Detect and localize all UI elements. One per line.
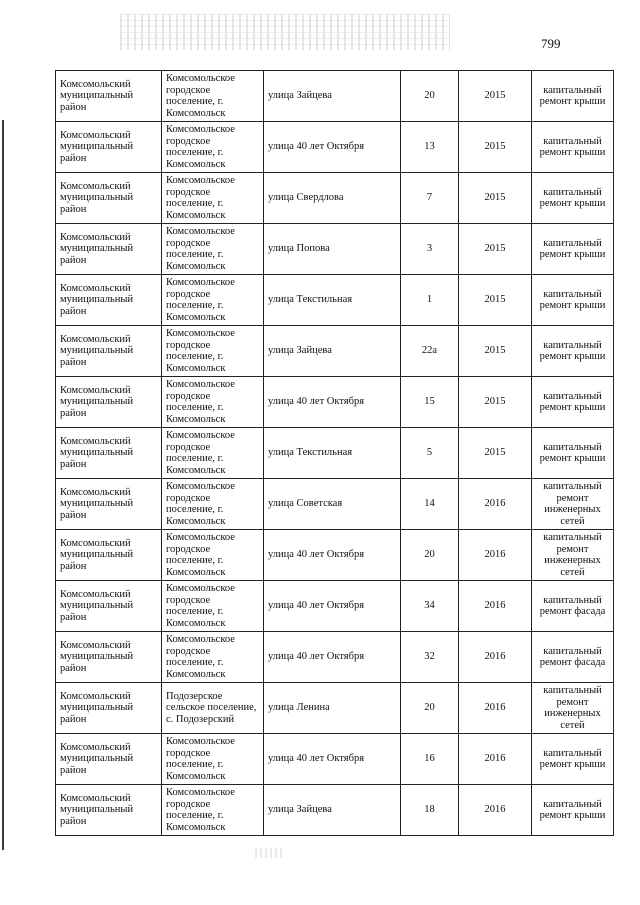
settlement-cell: Подозерское сельское поселение, с. Подозерский	[162, 683, 264, 734]
district-cell: Комсомольский муниципальный район	[56, 683, 162, 734]
house-number-cell: 3	[401, 224, 459, 275]
page-number: 799	[541, 36, 561, 51]
work-type-cell: капитальный ремонт крыши	[532, 428, 614, 479]
house-number-cell: 20	[401, 71, 459, 122]
work-type-cell: капитальный ремонт крыши	[532, 734, 614, 785]
district-cell: Комсомольский муниципальный район	[56, 581, 162, 632]
house-number-cell: 1	[401, 275, 459, 326]
year-cell: 2015	[459, 224, 532, 275]
table-row	[56, 632, 614, 683]
street-cell: улица Свердлова	[264, 173, 401, 224]
district-cell: Комсомольский муниципальный район	[56, 785, 162, 836]
settlement-cell: Комсомольское городское поселение, г. Комсомольск	[162, 581, 264, 632]
district-cell: Комсомольский муниципальный район	[56, 71, 162, 122]
table-row	[56, 224, 614, 275]
work-type-cell: капитальный ремонт крыши	[532, 785, 614, 836]
table-row	[56, 683, 614, 734]
year-cell: 2015	[459, 428, 532, 479]
table-row	[56, 785, 614, 836]
settlement-cell: Комсомольское городское поселение, г. Комсомольск	[162, 632, 264, 683]
settlement-cell: Комсомольское городское поселение, г. Комсомольск	[162, 479, 264, 530]
table-row	[56, 734, 614, 785]
work-type-cell: капитальный ремонт фасада	[532, 581, 614, 632]
street-cell: улица Текстильная	[264, 428, 401, 479]
district-cell: Комсомольский муниципальный район	[56, 224, 162, 275]
settlement-cell: Комсомольское городское поселение, г. Комсомольск	[162, 224, 264, 275]
housing-repair-table	[55, 70, 614, 836]
table-row	[56, 479, 614, 530]
district-cell: Комсомольский муниципальный район	[56, 275, 162, 326]
table-body	[56, 71, 614, 836]
year-cell: 2016	[459, 734, 532, 785]
house-number-cell: 32	[401, 632, 459, 683]
settlement-cell: Комсомольское городское поселение, г. Комсомольск	[162, 428, 264, 479]
year-cell: 2016	[459, 581, 532, 632]
house-number-cell: 13	[401, 122, 459, 173]
street-cell: улица 40 лет Октября	[264, 734, 401, 785]
table-row	[56, 377, 614, 428]
street-cell: улица Зайцева	[264, 326, 401, 377]
scan-edge-line	[2, 120, 4, 850]
work-type-cell: капитальный ремонт крыши	[532, 173, 614, 224]
settlement-cell: Комсомольское городское поселение, г. Комсомольск	[162, 734, 264, 785]
house-number-cell: 16	[401, 734, 459, 785]
table-row	[56, 530, 614, 581]
work-type-cell: капитальный ремонт крыши	[532, 122, 614, 173]
settlement-cell: Комсомольское городское поселение, г. Комсомольск	[162, 785, 264, 836]
house-number-cell: 20	[401, 683, 459, 734]
work-type-cell: капитальный ремонт фасада	[532, 632, 614, 683]
street-cell: улица Советская	[264, 479, 401, 530]
house-number-cell: 34	[401, 581, 459, 632]
street-cell: улица Зайцева	[264, 71, 401, 122]
house-number-cell: 7	[401, 173, 459, 224]
table-row	[56, 326, 614, 377]
street-cell: улица Попова	[264, 224, 401, 275]
work-type-cell: капитальный ремонт крыши	[532, 224, 614, 275]
table-row	[56, 581, 614, 632]
table-row	[56, 428, 614, 479]
year-cell: 2016	[459, 632, 532, 683]
district-cell: Комсомольский муниципальный район	[56, 377, 162, 428]
year-cell: 2016	[459, 479, 532, 530]
work-type-cell: капитальный ремонт инженерных сетей	[532, 530, 614, 581]
work-type-cell: капитальный ремонт крыши	[532, 71, 614, 122]
settlement-cell: Комсомольское городское поселение, г. Комсомольск	[162, 275, 264, 326]
table-row	[56, 122, 614, 173]
scan-smudge	[255, 848, 283, 858]
district-cell: Комсомольский муниципальный район	[56, 479, 162, 530]
house-number-cell: 15	[401, 377, 459, 428]
table-row	[56, 71, 614, 122]
table-row	[56, 173, 614, 224]
work-type-cell: капитальный ремонт крыши	[532, 275, 614, 326]
work-type-cell: капитальный ремонт крыши	[532, 377, 614, 428]
street-cell: улица 40 лет Октября	[264, 530, 401, 581]
street-cell: улица Зайцева	[264, 785, 401, 836]
year-cell: 2015	[459, 377, 532, 428]
settlement-cell: Комсомольское городское поселение, г. Комсомольск	[162, 326, 264, 377]
settlement-cell: Комсомольское городское поселение, г. Комсомольск	[162, 530, 264, 581]
street-cell: улица Ленина	[264, 683, 401, 734]
settlement-cell: Комсомольское городское поселение, г. Комсомольск	[162, 377, 264, 428]
year-cell: 2015	[459, 71, 532, 122]
house-number-cell: 18	[401, 785, 459, 836]
house-number-cell: 20	[401, 530, 459, 581]
settlement-cell: Комсомольское городское поселение, г. Комсомольск	[162, 122, 264, 173]
year-cell: 2016	[459, 785, 532, 836]
year-cell: 2015	[459, 122, 532, 173]
year-cell: 2016	[459, 683, 532, 734]
street-cell: улица 40 лет Октября	[264, 581, 401, 632]
year-cell: 2015	[459, 275, 532, 326]
house-number-cell: 14	[401, 479, 459, 530]
district-cell: Комсомольский муниципальный район	[56, 326, 162, 377]
settlement-cell: Комсомольское городское поселение, г. Комсомольск	[162, 71, 264, 122]
district-cell: Комсомольский муниципальный район	[56, 428, 162, 479]
street-cell: улица 40 лет Октября	[264, 377, 401, 428]
street-cell: улица Текстильная	[264, 275, 401, 326]
district-cell: Комсомольский муниципальный район	[56, 173, 162, 224]
district-cell: Комсомольский муниципальный район	[56, 530, 162, 581]
work-type-cell: капитальный ремонт инженерных сетей	[532, 479, 614, 530]
street-cell: улица 40 лет Октября	[264, 632, 401, 683]
street-cell: улица 40 лет Октября	[264, 122, 401, 173]
house-number-cell: 5	[401, 428, 459, 479]
house-number-cell: 22а	[401, 326, 459, 377]
year-cell: 2016	[459, 530, 532, 581]
work-type-cell: капитальный ремонт инженерных сетей	[532, 683, 614, 734]
year-cell: 2015	[459, 173, 532, 224]
district-cell: Комсомольский муниципальный район	[56, 734, 162, 785]
scan-noise-header	[120, 14, 450, 50]
table-row	[56, 275, 614, 326]
year-cell: 2015	[459, 326, 532, 377]
work-type-cell: капитальный ремонт крыши	[532, 326, 614, 377]
settlement-cell: Комсомольское городское поселение, г. Комсомольск	[162, 173, 264, 224]
district-cell: Комсомольский муниципальный район	[56, 122, 162, 173]
district-cell: Комсомольский муниципальный район	[56, 632, 162, 683]
